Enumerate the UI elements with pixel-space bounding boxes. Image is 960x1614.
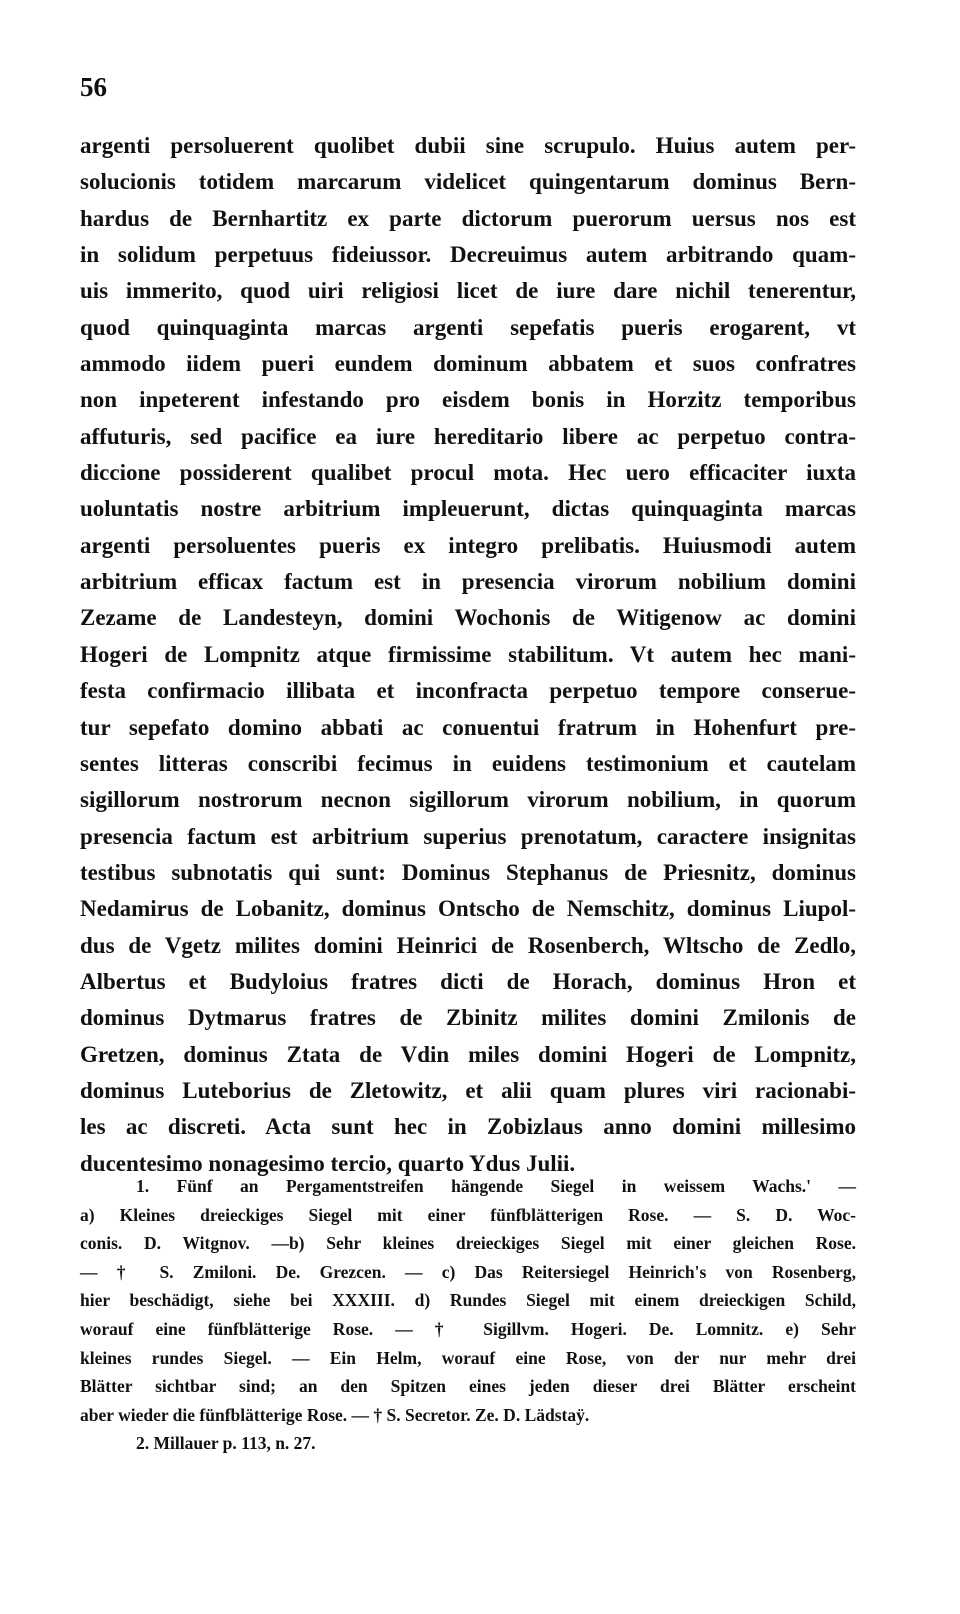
text-line: argenti persoluentes pueris ex integro prelibatis. Huiusmodi autem bbox=[80, 532, 856, 558]
footnote-line: 1. Fünf an Pergamentstreifen hängende Siegel in weissem Wachs.' — bbox=[136, 1176, 856, 1196]
text-line: sentes litteras conscribi fecimus in euidens testimonium et cautelam bbox=[80, 750, 856, 776]
text-line: tur sepefato domino abbati ac conuentui fratrum in Hohenfurt pre- bbox=[80, 714, 856, 740]
text-line: les ac discreti. Acta sunt hec in Zobizlaus anno domini millesimo bbox=[80, 1114, 856, 1140]
text-line: solucionis totidem marcarum videlicet quingentarum dominus Bern- bbox=[80, 169, 856, 195]
footnote-line: aber wieder die fünfblätterige Rose. — † S. Secretor. Ze. D. Lädstaÿ. bbox=[80, 1404, 590, 1425]
text-line: uis immerito, quod uiri religiosi licet de iure dare nichil tenerentur, bbox=[80, 278, 856, 304]
text-line: affuturis, sed pacifice ea iure hereditario libere ac perpetuo contra- bbox=[80, 423, 856, 449]
main-text bbox=[80, 128, 856, 1182]
text-line: ducentesimo nonagesimo tercio, quarto Ydus Julii. bbox=[80, 1150, 576, 1176]
text-line: non inpeterent infestando pro eisdem bonis in Horzitz temporibus bbox=[80, 387, 856, 413]
text-line: Gretzen, dominus Ztata de Vdin miles domini Hogeri de Lompnitz, bbox=[80, 1041, 856, 1067]
text-line: festa confirmacio illibata et inconfracta perpetuo tempore conserue- bbox=[80, 678, 856, 704]
footnote-line: a) Kleines dreieckiges Siegel mit einer fünfblätterigen Rose. — S. D. Woc- bbox=[80, 1204, 856, 1225]
text-line: sigillorum nostrorum necnon sigillorum virorum nobilium, in quorum bbox=[80, 787, 856, 813]
footnote-line: — † S. Zmiloni. De. Grezcen. — c) Das Reitersiegel Heinrich's von Rosenberg, bbox=[80, 1261, 856, 1282]
text-line: dominus Luteborius de Zletowitz, et alii quam plures viri racionabi- bbox=[80, 1077, 856, 1103]
text-line: diccione possiderent qualibet procul mota. Hec uero efficaciter iuxta bbox=[80, 460, 856, 486]
text-line: quod quinquaginta marcas argenti sepefatis pueris erogarent, vt bbox=[80, 314, 856, 340]
text-line: testibus subnotatis qui sunt: Dominus Stephanus de Priesnitz, dominus bbox=[80, 859, 856, 885]
footnote-line: hier beschädigt, siehe bei XXXIII. d) Rundes Siegel mit einem dreieckigen Schild, bbox=[80, 1290, 856, 1311]
text-line: presencia factum est arbitrium superius prenotatum, caractere insignitas bbox=[80, 823, 856, 849]
footnote-line: kleines rundes Siegel. — Ein Helm, worauf eine Rose, von der nur mehr drei bbox=[80, 1347, 856, 1368]
footnote-line: worauf eine fünfblätterige Rose. — † Sigillvm. Hogeri. De. Lomnitz. e) Sehr bbox=[80, 1318, 856, 1339]
text-line: argenti persoluerent quolibet dubii sine scrupulo. Huius autem per- bbox=[80, 133, 856, 158]
text-line: Hogeri de Lompnitz atque firmissime stabilitum. Vt autem hec mani- bbox=[80, 641, 856, 667]
text-line: hardus de Bernhartitz ex parte dictorum puerorum uersus nos est bbox=[80, 205, 856, 231]
text-line: dus de Vgetz milites domini Heinrici de Rosenberch, Wltscho de Zedlo, bbox=[80, 932, 856, 958]
text-line: Albertus et Budyloius fratres dicti de Horach, dominus Hron et bbox=[80, 968, 856, 994]
text-line: ammodo iidem pueri eundem dominum abbatem et suos confratres bbox=[80, 351, 856, 377]
text-line: arbitrium efficax factum est in presencia virorum nobilium domini bbox=[80, 569, 856, 595]
footnotes bbox=[80, 1172, 856, 1458]
text-line: uoluntatis nostre arbitrium impleuerunt, dictas quinquaginta marcas bbox=[80, 496, 856, 522]
text-line: dominus Dytmarus fratres de Zbinitz milites domini Zmilonis de bbox=[80, 1005, 856, 1031]
footnote-line: conis. D. Witgnov. —b) Sehr kleines dreieckiges Siegel mit einer gleichen Rose. bbox=[80, 1233, 856, 1254]
footnote-line: 2. Millauer p. 113, n. 27. bbox=[136, 1433, 316, 1454]
footnote-line: Blätter sichtbar sind; an den Spitzen eines jeden dieser drei Blätter erscheint bbox=[80, 1376, 856, 1397]
text-line: Nedamirus de Lobanitz, dominus Ontscho de Nemschitz, dominus Liupol- bbox=[80, 896, 856, 922]
text-line: in solidum perpetuus fideiussor. Decreuimus autem arbitrando quam- bbox=[80, 242, 856, 268]
page-number: 56 bbox=[80, 72, 107, 102]
text-line: Zezame de Landesteyn, domini Wochonis de Witigenow ac domini bbox=[80, 605, 856, 631]
